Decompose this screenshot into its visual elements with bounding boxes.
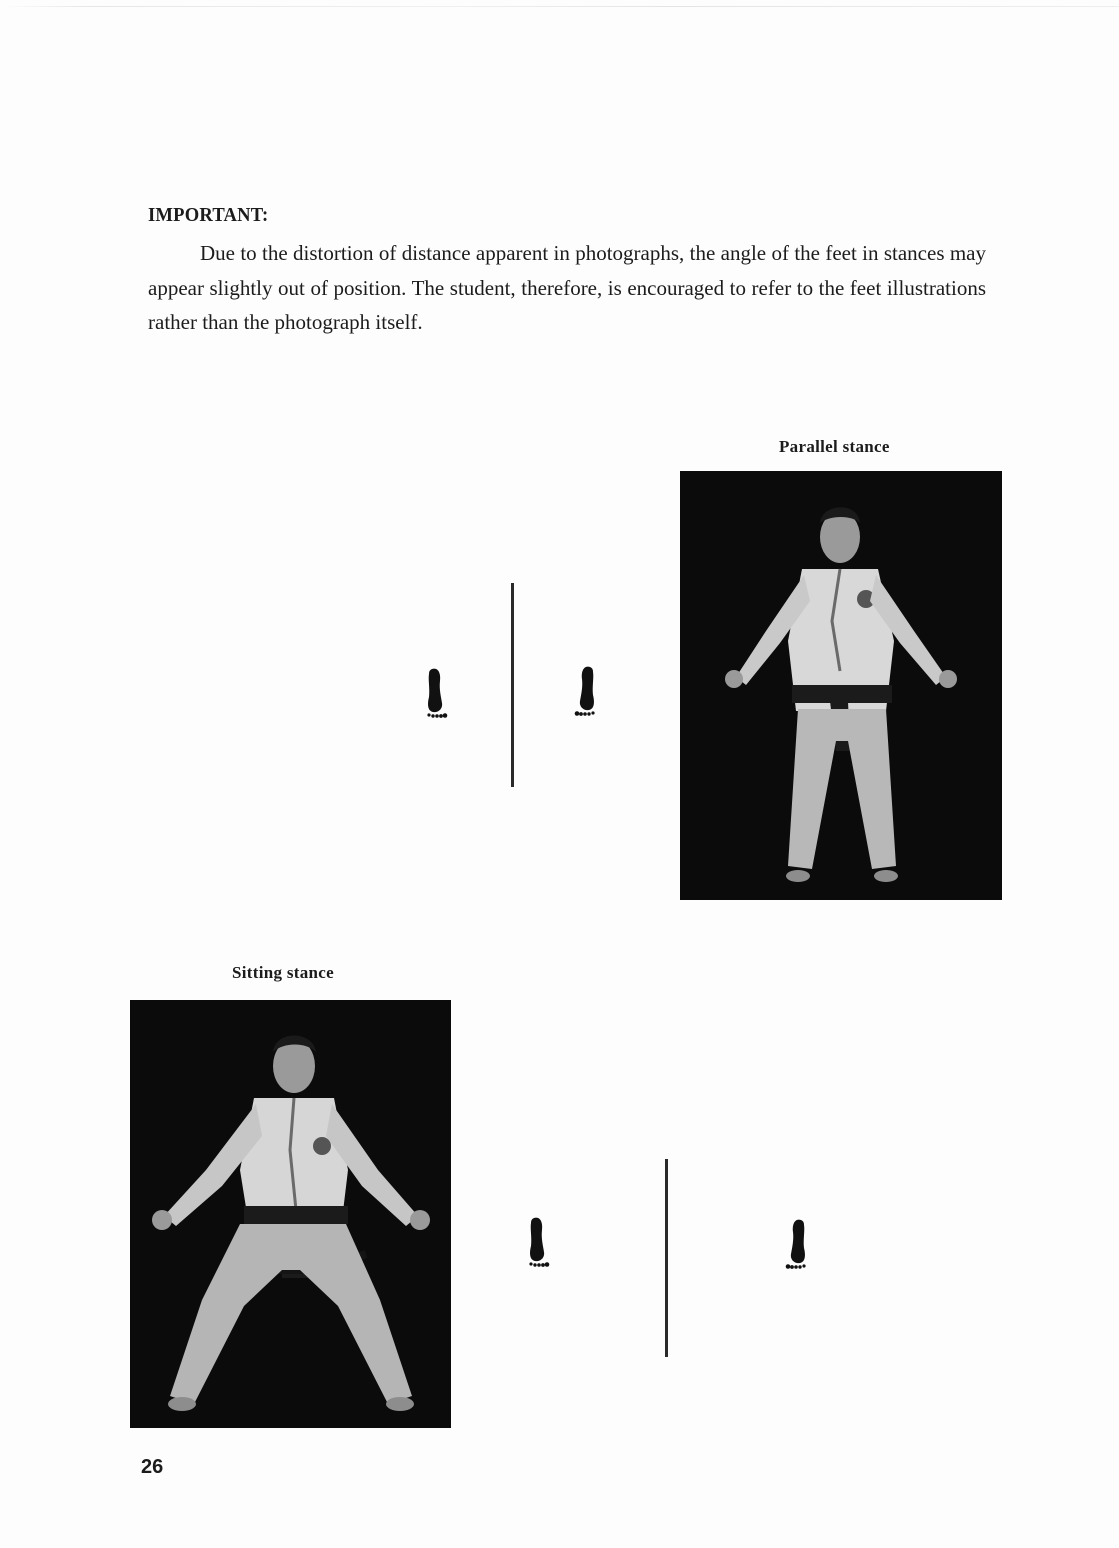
left-footprint-icon	[526, 1216, 550, 1268]
page-number: 26	[141, 1456, 164, 1478]
sitting-stance-photo	[130, 1000, 451, 1428]
left-footprint-icon	[424, 667, 448, 719]
parallel-stance-caption: Parallel stance	[779, 437, 890, 456]
right-footprint-icon	[574, 665, 598, 717]
scan-edge-artifact	[0, 6, 1119, 7]
right-footprint-icon	[785, 1218, 809, 1270]
parallel-stance-center-line	[511, 583, 514, 787]
sitting-stance-center-line	[665, 1159, 668, 1357]
important-heading: IMPORTANT:	[148, 204, 269, 226]
parallel-stance-photo	[680, 471, 1002, 900]
important-paragraph: Due to the distortion of distance apparent in photographs, the angle of the feet in stances may appear slightly out of position. The student, therefore, is encouraged to refer to the feet illustrations rather than the photograph itself.	[148, 241, 986, 334]
sitting-stance-caption: Sitting stance	[232, 963, 334, 982]
